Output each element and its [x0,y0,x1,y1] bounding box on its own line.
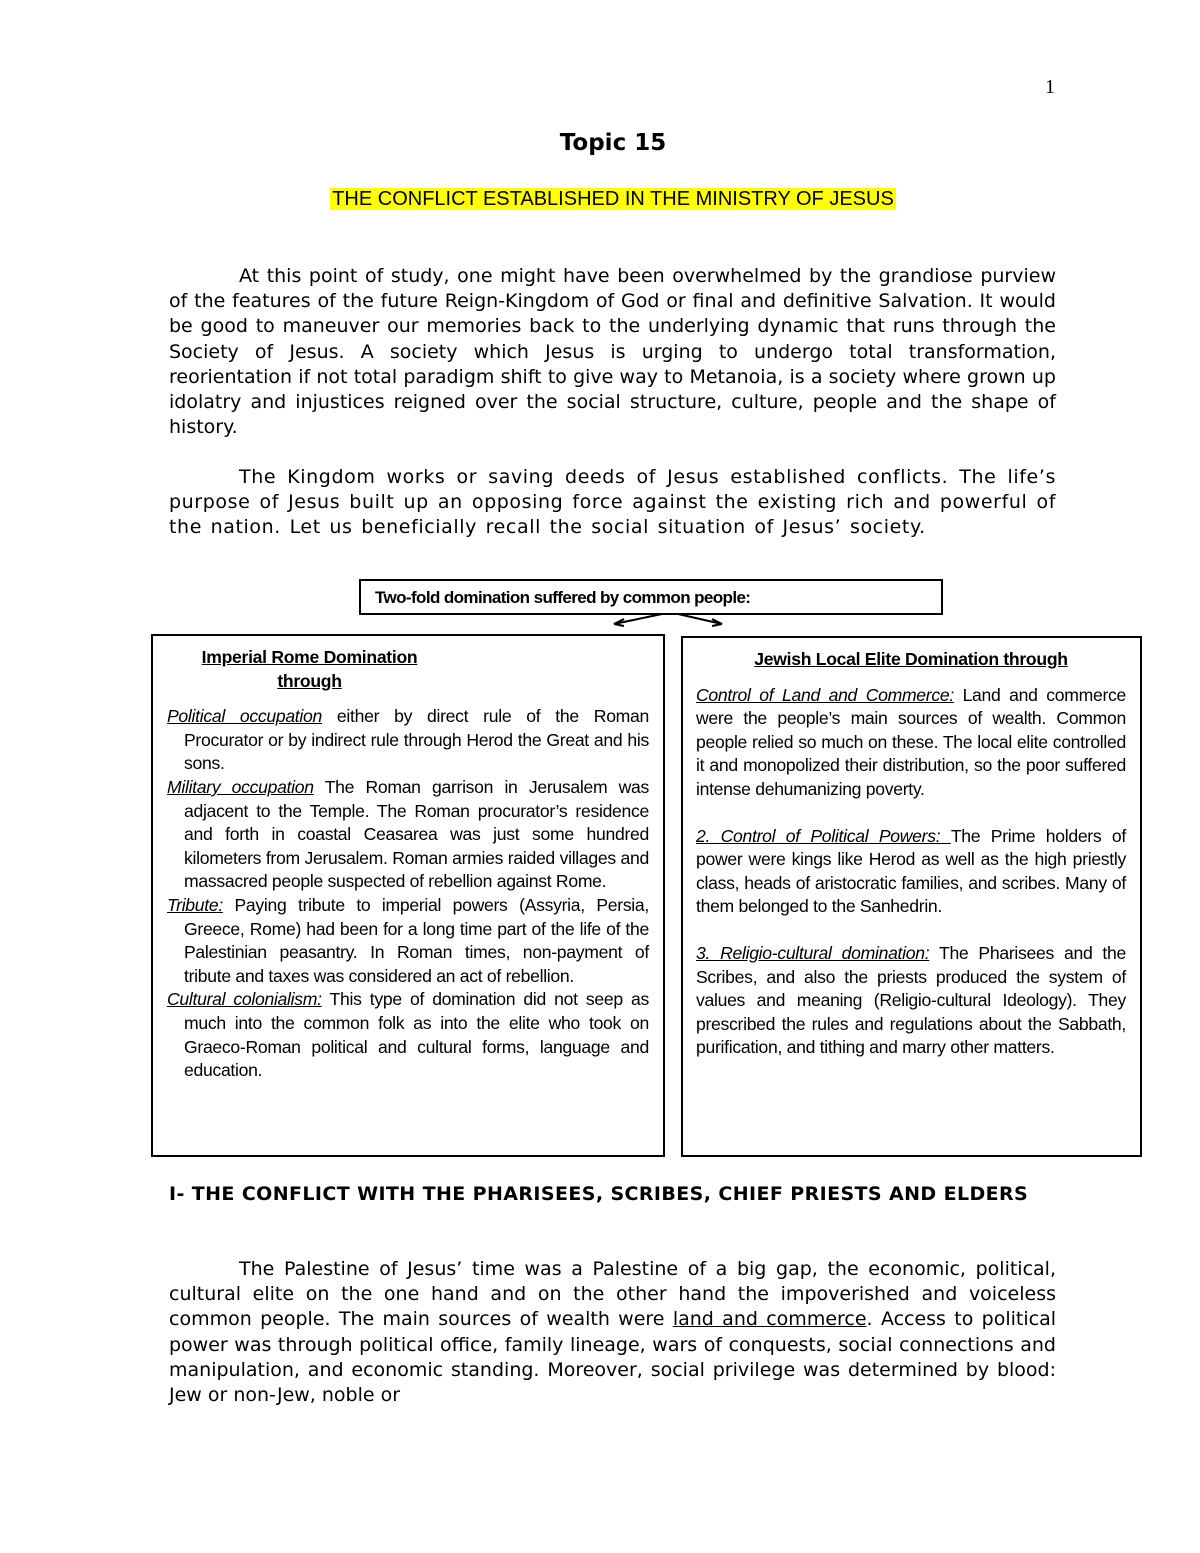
item-text: This type of domination did not seep as much into the common folk as into the elite who took on Graeco-Roman political and cultural forms, language and education. [184,989,649,1081]
section-paragraph [169,1257,1056,1408]
item-text: either by direct rule of the Roman Procurator or by indirect rule through Herod the Great and his sons. [184,706,650,774]
branch-arrows-icon [600,612,740,636]
list-item [167,894,649,988]
twofold-domination-box [359,579,943,615]
jewish-elite-box [681,636,1142,1157]
list-item [167,705,649,776]
imperial-rome-heading-line2: through [277,670,342,691]
topic-heading: Topic 15 [559,130,667,156]
section-text-before: The Palestine of Jesus’ time was a Palestine of a big gap, the economic, political, cultural elite on the one hand and on the other hand the impoverished and voiceless common people. The main sources of wealth were [169,1258,1056,1331]
item-text: Land and commerce were the people’s main sources of wealth. Common people relied so much on these. The local elite controlled it and monopolized their distribution, so the poor suffered intense dehumanizing poverty. [696,684,1126,799]
item-label: 2. Control of Political Powers: [696,825,951,846]
list-item [167,988,649,1082]
imperial-rome-heading [167,646,452,693]
twofold-domination-label: Two-fold domination suffered by common people: [375,588,751,607]
list-item [696,684,1126,802]
list-item [167,776,649,894]
item-text: The Prime holders of power were kings like Herod as well as the high priestly class, heads of aristocratic families, and scribes. Many of them belonged to the Sanhedrin. [696,825,1126,917]
intro-paragraph-1: At this point of study, one might have been overwhelmed by the grandiose purview of the features of the future Reign-Kingdom of God or final and definitive Salvation. It would be good to maneuver our memories back to the underlying dynamic that runs through the Society of Jesus. A society which Jesus is urging to undergo total transformation, reorientation if not total paradigm shift to give way to Metanoia, is a society where grown up idolatry and injustices reigned over the social structure, culture, people and the shape of history. [169,265,1056,439]
section-heading: I- THE CONFLICT WITH THE PHARISEES, SCRIBES, CHIEF PRIESTS AND ELDERS [169,1183,1029,1205]
intro-paragraph-2: The Kingdom works or saving deeds of Jesus established conflicts. The life’s purpose of Jesus built up an opposing force against the existing rich and powerful of the nation. Let us beneficially recall the social situation of Jesus’ society. [169,466,1056,539]
title-wrapper [0,188,1200,211]
jewish-elite-heading: Jewish Local Elite Domination through [754,649,1068,669]
item-text: The Roman garrison in Jerusalem was adjacent to the Temple. The Roman procurator’s residence and forth in coastal Ceasarea was just some hundred kilometers from Jerusalem. Roman armies raided villages and massacred people suspected of rebellion against Rome. [184,776,650,892]
list-item [696,942,1126,1060]
item-label: 3. Religio-cultural domination: [696,942,930,963]
imperial-rome-heading-line1: Imperial Rome Domination [201,647,418,667]
page-number: 1 [1045,76,1055,98]
item-text: Paying tribute to imperial powers (Assyria, Persia, Greece, Rome) had been for a long time part of the life of the Palestinian peasantry. In Roman times, non-payment of tribute and taxes was considered an act of rebellion. [184,894,649,986]
page-title: THE CONFLICT ESTABLISHED IN THE MINISTRY OF JESUS [332,188,894,210]
section-text-after: . Access to political power was through political office, family lineage, wars of conquests, social connections and manipulation, and economic standing. Moreover, social privilege was determined by blood: Jew or non-Jew, noble or [169,1308,1056,1407]
item-text: The Pharisees and the Scribes, and also the priests produced the system of values and meaning (Religio-cultural Ideology). They prescribed the rules and regulations about the Sabbath, purification, and tithing and marry other matters. [696,942,1126,1058]
list-item [696,825,1126,919]
item-label: Military occupation [167,776,314,797]
section-text-underlined: land and commerce [672,1308,867,1331]
item-label: Political occupation [167,706,322,727]
item-label: Cultural colonialism: [167,989,322,1010]
item-label: Tribute: [167,894,223,915]
item-label: Control of Land and Commerce: [696,684,954,705]
imperial-rome-box [151,634,665,1157]
